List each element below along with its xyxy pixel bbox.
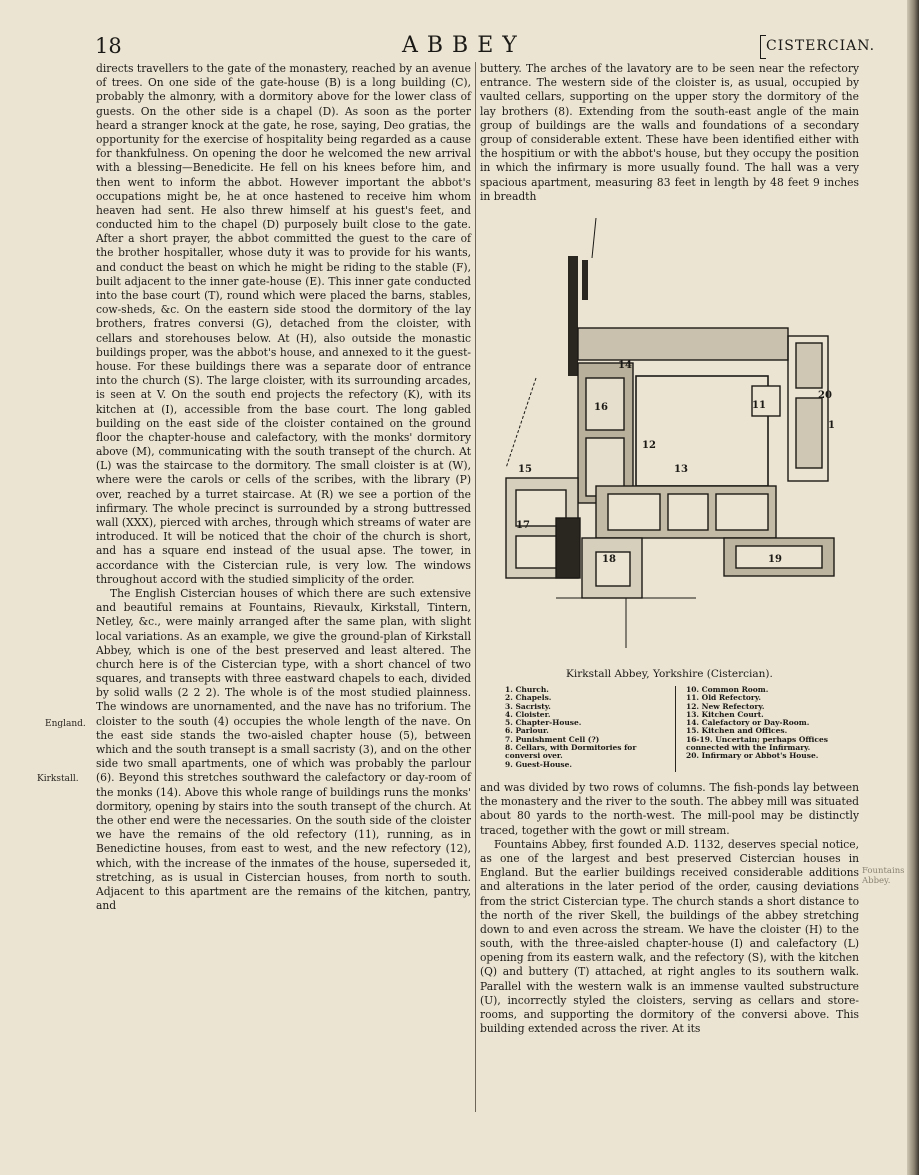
plan-label-11: 11 (752, 400, 766, 411)
legend-item: 3. Sacristy. (505, 701, 551, 711)
legend-item: 7. Punishment Cell (?) (505, 734, 600, 744)
legend-item: 9. Guest-House. (505, 759, 573, 769)
plan-label-14: 14 (618, 360, 632, 371)
legend-item: 16-19. Uncertain; perhaps Offices connected with the Infirmary. (686, 734, 828, 753)
right-column-bottom (480, 781, 859, 1036)
paragraph-english-cistercian: The English Cistercian houses of which there are such extensive and beautiful remains at Fountains, Rievaulx, Kirkstall, Tintern, Netley, &c., were mainly arranged after the same plan, with slight local variations. As an example, we give the ground-plan of Kirkstall Abbey, which is one of the best preserved and least altered. The church here is of the Cistercian type, with a short chancel of two squares, and transepts with three eastward chapels to each, divided by solid walls (2 2 2). The whole is of the most studied plainness. The windows are unornamented, and the nave has no triforium. The cloister to the south (4) occupies the whole length of the nave. On the east side stands the two-aisled chapter house (5), between which and the south transept is a small sacristy (3), and on the other side two small apartments, one of which was probably the parlour (6). Beyond this stretches southward the calefactory or day-room of the monks (14). Above this whole range of buildings runs the monks' dormitory, opening by stairs into the south transept of the church. At the other end were the necessaries. On the south side of the cloister we have the remains of the old refectory (11), running, as in Benedictine houses, from east to west, and the new refectory (12), which, with the increase of the inmates of the house, superseded it, stretching, as is usual in Cistercian houses, from north to south. Adjacent to this apartment are the remains of the kitchen, pantry, and (96, 586, 471, 913)
legend-item: 11. Old Refectory. (686, 693, 761, 703)
legend-item: 2. Chapels. (505, 693, 552, 703)
legend-item: 8. Cellars, with Dormitories for conversi over. (505, 743, 637, 761)
figure-caption: Kirkstall Abbey, Yorkshire (Cistercian). (566, 668, 773, 680)
paragraph-buttery: buttery. The arches of the lavatory are to be seen near the refectory entrance. The western side of the cloister is, as usual, occupied by vaulted cellars, supporting on the upper story the dormitory of the lay brothers (8). Extending from the south-east angle of the main group of buildings are the walls and foundations of a secondary group of considerable extent. These have been identified either with the hospitium or with the abbot's house, but they occupy the position in which the infirmary is more usually found. The hall was a very spacious apartment, measuring 83 feet in length by 48 feet 9 inches in breadth (480, 62, 859, 203)
page-number: 18 (95, 34, 122, 58)
paragraph-abbey-visit: directs travellers to the gate of the monastery, reached by an avenue of trees. On one side of the gate-house (B) is a long building (C), probably the almonry, with a dormitory above for the lower class of guests. On the other side is a chapel (D). As soon as the porter heard a stranger knock at the gate, he rose, saying, Deo gratias, the opportunity for the exercise of hospitality being regarded as a cause for thankfulness. On opening the door he welcomed the new arrival with a blessing—Benedicite. He fell on his knees before him, and then went to inform the abbot. However important the abbot's occupations might be, he at once hastened to receive him whom heaven had sent. He also threw himself at his guest's feet, and conducted him to the chapel (D) purposely built close to the gate. After a short prayer, the abbot committed the guest to the care of the brother hospitaller, whose duty it was to provide for his wants, and conduct the beast on which he might be riding to the stable (F), built adjacent to the inner gate-house (E). This inner gate conducted into the base court (T), round which were placed the barns, stables, cow-sheds, &c. On the eastern side stood the dormitory of the lay brothers, fratres conversi (G), detached from the cloister, with cellars and storehouses below. At (H), also outside the monastic buildings proper, was the abbot's house, and annexed to it the guest-house. For these buildings there was a separate door of entrance into the church (S). The large cloister, with its surrounding arcades, is seen at V. On the south end projects the refectory (K), with its kitchen at (I), accessible from the base court. The long gabled building on the east side of the cloister contained on the ground floor the chapter-house and calefactory, with the monks' dormitory above (M), communicating with the south transept of the church. At (L) was the staircase to the dormitory. The small cloister is at (W), where were the carols or cells of the scribes, with the library (P) over, reached by a turret staircase. At (R) we see a portion of the infirmary. The whole precinct is surrounded by a strong buttressed wall (XXX), pierced with arches, through which streams of water are introduced. It will be noticed that the choir of the church is short, and has a square end instead of the usual apse. The tower, in accordance with the Cistercian rule, is very low. The windows throughout accord with the studied simplicity of the order. (96, 62, 471, 586)
legend-left (505, 686, 670, 769)
page-edge (907, 0, 919, 1175)
plan-label-1: 1 (828, 420, 835, 431)
plan-label-20: 20 (818, 390, 832, 401)
plan-label-18: 18 (602, 554, 616, 565)
plan-label-19: 19 (768, 554, 782, 565)
legend-right (686, 686, 851, 761)
legend-item: 4. Cloister. (505, 709, 551, 719)
margin-note-england: England. (45, 719, 86, 729)
legend-divider (675, 686, 676, 772)
plan-label-15: 15 (518, 464, 532, 475)
section-heading: CISTERCIAN. (766, 38, 876, 54)
margin-note-fountains: Fountains Abbey. (862, 866, 905, 886)
legend-item: 13. Kitchen Court. (686, 709, 764, 719)
running-head: ABBEY (402, 33, 526, 58)
margin-note-kirkstall: Kirkstall. (37, 774, 79, 784)
legend-item: 5. Chapter-House. (505, 718, 582, 728)
plan-label-12: 12 (642, 440, 656, 451)
left-column (96, 62, 471, 913)
legend-item: 6. Parlour. (505, 726, 549, 736)
paragraph-fountains: Fountains Abbey, first founded A.D. 1132, deserves special notice, as one of the largest and best preserved Cistercian houses in England. But the earlier buildings received considerable additions and alterations in the later period of the order, causing deviations from the strict Cistercian type. The church stands a short distance to the north of the river Skell, the buildings of the abbey stretching down to and even across the stream. We have the cloister (H) to the south, with the three-aisled chapter-house (I) and calefactory (L) opening from its eastern walk, and the refectory (S), with the kitchen (Q) and buttery (T) attached, at right angles to its southern walk. Parallel with the western walk is an immense vaulted substructure (U), incorrectly styled the cloisters, serving as cellars and store-rooms, and supporting the dormitory of the conversi above. This building extended across the river. At its (480, 837, 859, 1036)
right-column-top (480, 62, 859, 204)
plan-label-17: 17 (516, 520, 530, 531)
column-rule (475, 62, 476, 1112)
legend-item: 14. Calefactory or Day-Room. (686, 718, 810, 728)
legend-item: 12. New Refectory. (686, 701, 765, 711)
legend-item: 15. Kitchen and Offices. (686, 726, 788, 736)
legend-item: 1. Church. (505, 685, 549, 694)
paragraph-fish-ponds: and was divided by two rows of columns. The fish-ponds lay between the monastery and the river to the south. The abbey mill was situated about 80 yards to the north-west. The mill-pool may be distinctly traced, together with the gowt or mill stream. (480, 781, 859, 837)
legend-item: 10. Common Room. (686, 685, 769, 694)
plan-label-13: 13 (674, 464, 688, 475)
kirkstall-ground-plan (496, 218, 856, 658)
plan-label-16: 16 (594, 402, 608, 413)
legend-item: 20. Infirmary or Abbot's House. (686, 751, 819, 761)
